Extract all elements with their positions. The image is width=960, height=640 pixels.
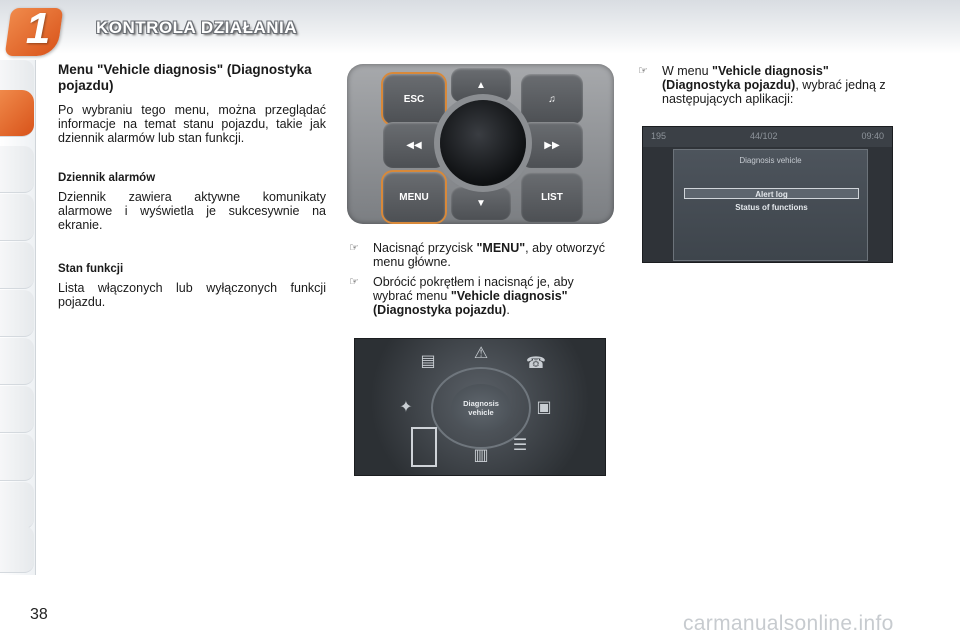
alert-log-heading: Dziennik alarmów [58,172,156,184]
side-tab[interactable] [0,194,34,241]
chapter-number: 1 [25,4,51,53]
pointing-hand-icon: ☞ [349,276,359,288]
settings-icon: ☰ [512,437,528,454]
diagnosis-window [673,149,868,261]
right-column [634,64,892,112]
esc-button[interactable]: ESC [383,74,445,124]
bullet-choose-app: ☞ W menu "Vehicle diagnosis" (Diagnostyka pojazdu), wybrać jedną z następujących aplikacji: [638,64,886,106]
menu-button[interactable]: MENU [383,172,445,222]
section-heading: Menu "Vehicle diagnosis" (Diagnostyka pojazdu) [58,62,312,93]
fast-forward-icon[interactable]: ▶▶ [521,122,583,168]
side-tab[interactable] [0,434,34,481]
intro-paragraph: Po wybraniu tego menu, można przeglądać informacje na temat stanu pojazdu, takie jak dziennik alarmów lub stan funkcji. [58,103,326,145]
bullet-open-menu: ☞ Nacisnąć przycisk "MENU", aby otworzyć menu główne. [349,241,606,269]
status-text: Lista włączonych lub wyłączonych funkcji pojazdu. [58,281,326,309]
alert-log-text: Dziennik zawiera aktywne komunikaty alarmowe i wyświetla je sukcesywnie na ekranie. [58,190,326,232]
middle-column [345,241,615,323]
side-tab[interactable] [0,146,34,193]
menu-center-label: Diagnosis vehicle [451,384,511,432]
status-heading: Stan funkcji [58,263,124,275]
left-column [58,62,326,309]
page-number: 38 [30,606,48,623]
rotary-knob[interactable] [440,100,526,186]
map-icon: ▤ [420,353,436,370]
warning-icon: ⚠ [473,345,489,362]
up-arrow-icon[interactable]: ▲ [451,68,511,102]
diagnosis-selected-icon [411,427,437,467]
list-button[interactable]: LIST [521,172,583,222]
diagnosis-screenshot [642,126,893,263]
navigation-icon: ✦ [399,399,413,416]
down-arrow-icon[interactable]: ▼ [451,186,511,220]
main-menu-screenshot [354,338,606,476]
bullet-select-menu: ☞ Obrócić pokrętłem i nacisnąć je, aby wybrać menu "Vehicle diagnosis" (Diagnostyka pojazdu). [349,275,574,317]
music-icon[interactable]: ♫ [521,74,583,124]
alert-log-item: Alert log [684,188,859,199]
audio-control-panel [347,64,614,224]
status-of-functions-item: Status of functions [735,203,808,212]
watermark: carmanualsonline.info [683,612,894,635]
side-tab[interactable] [0,526,34,573]
side-tab[interactable] [0,338,34,385]
pointing-hand-icon: ☞ [349,242,359,254]
chapter-side-strip [0,60,36,575]
side-tab-active[interactable] [0,90,34,137]
media-icon: ▥ [473,447,489,464]
contacts-icon: ▣ [536,399,552,416]
diagnosis-window-title: Diagnosis vehicle [739,156,802,165]
side-tab[interactable] [0,290,34,337]
side-tab[interactable] [0,242,34,289]
pointing-hand-icon: ☞ [638,65,648,77]
side-tab[interactable] [0,482,34,529]
page-title: KONTROLA DZIAŁANIA [96,18,298,37]
phone-icon: ☎ [526,355,546,372]
screen-status-bar: 195 44/102 09:40 [643,127,892,147]
side-tab[interactable] [0,386,34,433]
rewind-icon[interactable]: ◀◀ [383,122,445,168]
